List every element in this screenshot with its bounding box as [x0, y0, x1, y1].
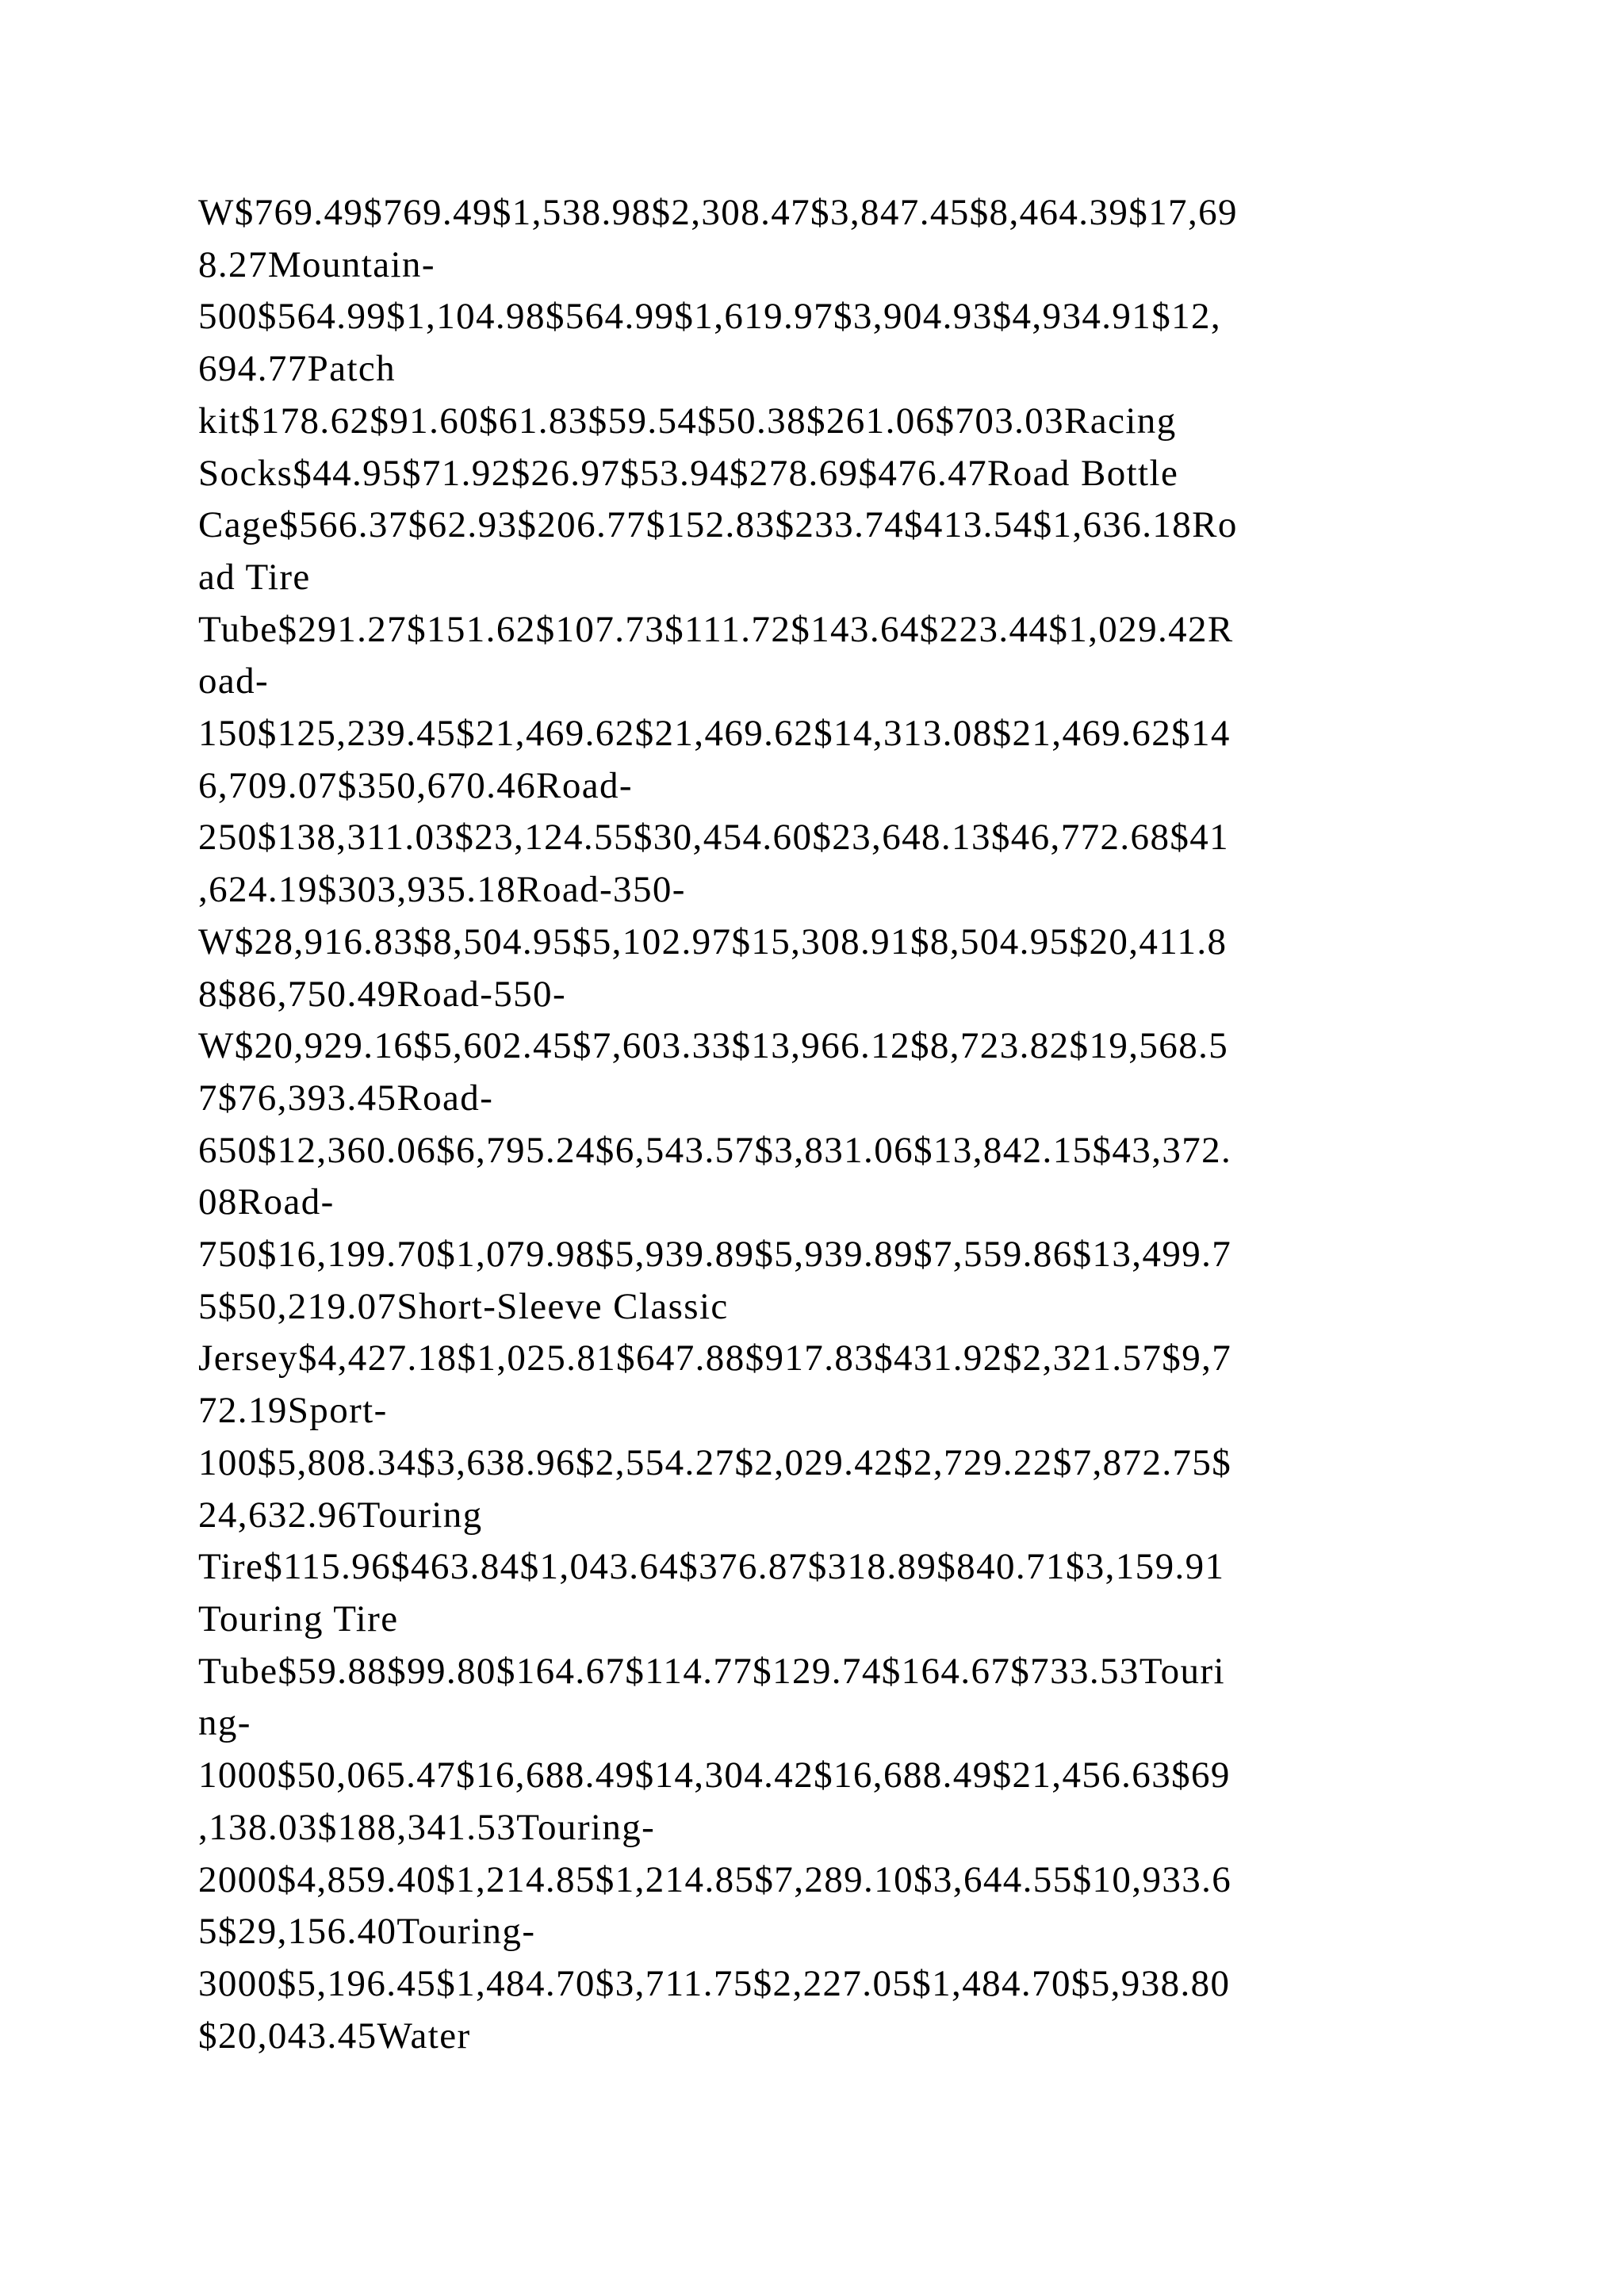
text-line: Jersey$4,427.18$1,025.81$647.88$917.83$431.92$2,321.57$9,7	[198, 1337, 1232, 1380]
text-line: oad-	[198, 660, 270, 702]
text-line: $20,043.45Water	[198, 2015, 471, 2057]
text-line: W$20,929.16$5,602.45$7,603.33$13,966.12$8,723.82$19,568.5	[198, 1025, 1229, 1067]
text-line: 3000$5,196.45$1,484.70$3,711.75$2,227.05$1,484.70$5,938.80	[198, 1962, 1231, 2004]
text-line: 100$5,808.34$3,638.96$2,554.27$2,029.42$2,729.22$7,872.75$	[198, 1441, 1232, 1483]
text-line: 500$564.99$1,104.98$564.99$1,619.97$3,904.93$4,934.91$12,	[198, 296, 1222, 338]
text-line: Tube$59.88$99.80$164.67$114.77$129.74$164.67$733.53Touri	[198, 1650, 1225, 1692]
text-line: 150$125,239.45$21,469.62$21,469.62$14,313.08$21,469.62$14	[198, 713, 1231, 755]
document-text-block	[198, 187, 1435, 2062]
text-line: W$769.49$769.49$1,538.98$2,308.47$3,847.45$8,464.39$17,69	[198, 192, 1238, 233]
text-line: Cage$566.37$62.93$206.77$152.83$233.74$413.54$1,636.18Ro	[198, 504, 1238, 546]
text-line: 250$138,311.03$23,124.55$30,454.60$23,648.13$46,772.68$41	[198, 817, 1230, 859]
text-line: kit$178.62$91.60$61.83$59.54$50.38$261.06$703.03Racing	[198, 400, 1177, 442]
text-line: ,138.03$188,341.53Touring-	[198, 1806, 656, 1848]
text-line: 8$86,750.49Road-550-	[198, 973, 567, 1015]
text-line: 24,632.96Touring	[198, 1494, 483, 1536]
text-line: 72.19Sport-	[198, 1390, 388, 1432]
text-line: Tube$291.27$151.62$107.73$111.72$143.64$223.44$1,029.42R	[198, 608, 1234, 650]
text-line: 6,709.07$350,670.46Road-	[198, 764, 633, 806]
text-line: 5$50,219.07Short-Sleeve Classic	[198, 1285, 729, 1327]
text-line: 650$12,360.06$6,795.24$6,543.57$3,831.06$13,842.15$43,372.	[198, 1129, 1232, 1171]
text-line: Touring Tire	[198, 1598, 399, 1640]
text-line: 8.27Mountain-	[198, 243, 435, 285]
text-line: Socks$44.95$71.92$26.97$53.94$278.69$476.47Road Bottle	[198, 452, 1179, 494]
text-line: ,624.19$303,935.18Road-350-	[198, 869, 686, 911]
text-line: 2000$4,859.40$1,214.85$1,214.85$7,289.10$3,644.55$10,933.6	[198, 1858, 1232, 1900]
text-line: W$28,916.83$8,504.95$5,102.97$15,308.91$8,504.95$20,411.8	[198, 920, 1228, 962]
text-line: Tire$115.96$463.84$1,043.64$376.87$318.89$840.71$3,159.91	[198, 1546, 1225, 1588]
text-line: ng-	[198, 1702, 251, 1744]
text-line: 1000$50,065.47$16,688.49$14,304.42$16,688.49$21,456.63$69	[198, 1755, 1231, 1797]
text-line: 694.77Patch	[198, 348, 396, 390]
text-line: ad Tire	[198, 556, 311, 598]
text-line: 08Road-	[198, 1181, 335, 1223]
text-line: 7$76,393.45Road-	[198, 1077, 494, 1119]
text-line: 750$16,199.70$1,079.98$5,939.89$5,939.89$7,559.86$13,499.7	[198, 1234, 1232, 1276]
text-line: 5$29,156.40Touring-	[198, 1911, 536, 1953]
